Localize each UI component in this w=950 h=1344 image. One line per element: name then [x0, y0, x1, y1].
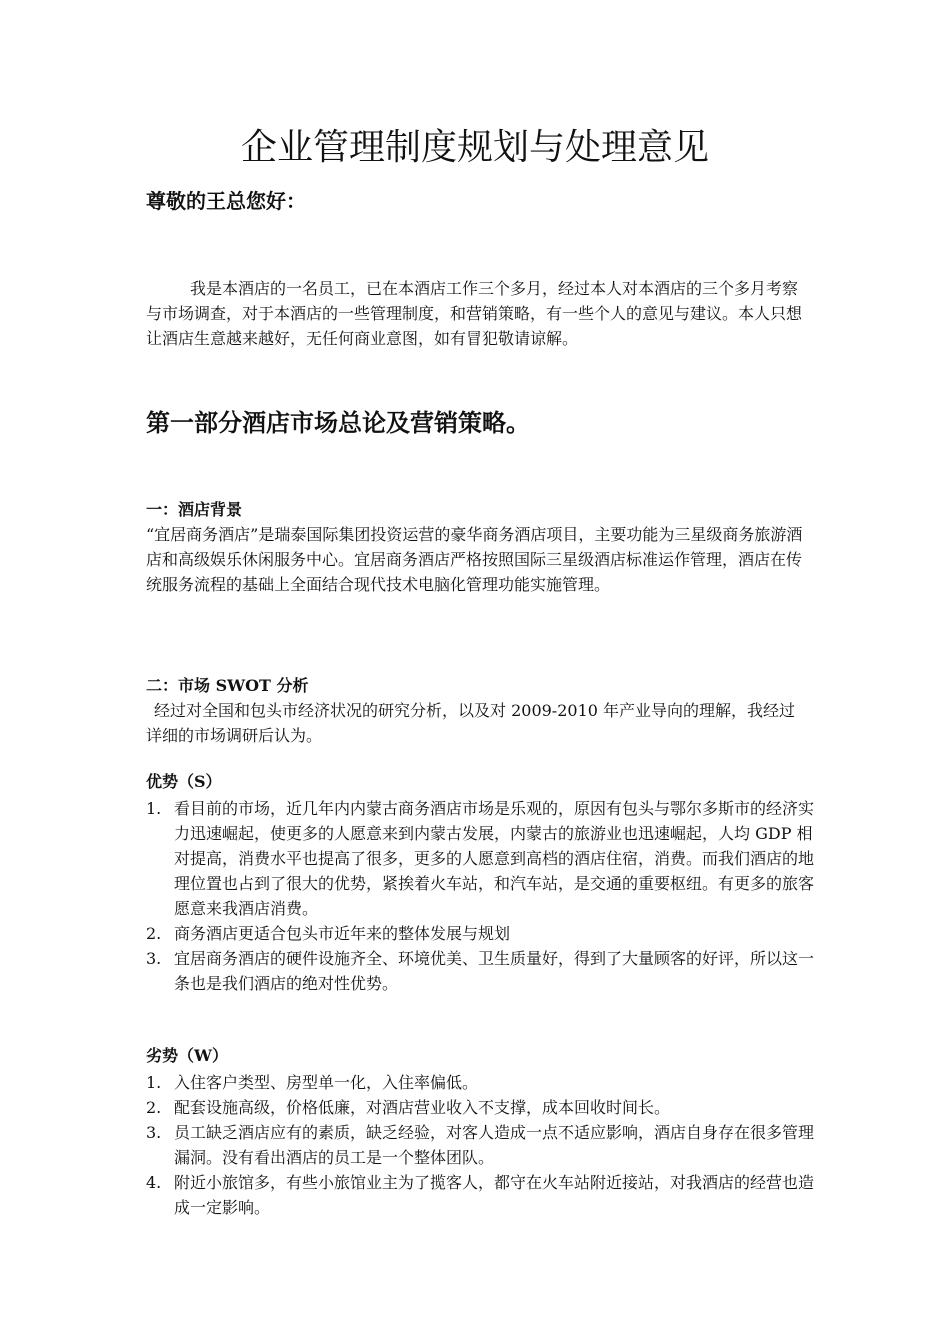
intro-paragraph: 我是本酒店的一名员工，已在本酒店工作三个多月，经过本人对本酒店的三个多月考察与市场调查，对于本酒店的一些管理制度，和营销策略，有一些个人的意见与建议。本人只想让酒店生意越来越好，无任何商业意图，如有冒犯敬请谅解。 [146, 279, 803, 348]
section1-heading: 一：酒店背景 [146, 500, 243, 519]
list-item [146, 921, 818, 946]
list-text: 员工缺乏酒店应有的素质，缺乏经验，对客人造成一点不适应影响，酒店自身存在很多管理漏洞。没有看出酒店的员工是一个整体团队。 [174, 1123, 815, 1167]
document-title: 企业管理制度规划与处理意见 [240, 127, 709, 168]
list-text: 看目前的市场，近几年内内蒙古商务酒店市场是乐观的，原因有包头与鄂尔多斯市的经济实力迅速崛起，使更多的人愿意来到内蒙古发展，内蒙古的旅游业也迅速崛起，人均 GDP 相对提高，消费水平也提高了很多，更多的人愿意到高档的酒店住宿，消费。而我们酒店的地理位置也占到了很大的优势，紧挨着火车站，和汽车站，是交通的重要枢纽。有更多的旅客愿意来我酒店消费。 [174, 799, 815, 918]
list-number: 1. [146, 799, 162, 818]
list-text: 入住客户类型、房型单一化，入住率偏低。 [174, 1073, 479, 1092]
list-number: 3. [146, 1123, 162, 1142]
list-text: 宜居商务酒店的硬件设施齐全、环境优美、卫生质量好，得到了大量顾客的好评，所以这一条也是我们酒店的绝对性优势。 [174, 949, 815, 993]
strengths-heading: 优势（S） [146, 772, 222, 791]
part1-heading: 第一部分酒店市场总论及营销策略。 [146, 408, 530, 437]
list-text: 附近小旅馆多，有些小旅馆业主为了揽客人，都守在火车站附近接站，对我酒店的经营也造成一定影响。 [174, 1173, 815, 1217]
list-number: 1. [146, 1073, 162, 1092]
list-text: 商务酒店更适合包头市近年来的整体发展与规划 [174, 924, 511, 943]
list-number: 2. [146, 1098, 162, 1117]
list-number: 3. [146, 949, 162, 968]
greeting: 尊敬的王总您好： [146, 189, 306, 213]
weaknesses-list [146, 1070, 818, 1220]
list-item [146, 1070, 818, 1095]
strengths-list [146, 796, 818, 996]
section2-body: 经过对全国和包头市经济状况的研究分析，以及对 2009-2010 年产业导向的理解，我经过详细的市场调研后认为。 [146, 701, 796, 745]
list-item [146, 946, 818, 996]
list-item [146, 1120, 818, 1170]
list-item [146, 1095, 818, 1120]
weaknesses-heading: 劣势（W） [146, 1046, 228, 1065]
list-number: 2. [146, 924, 162, 943]
section1-body: “宜居商务酒店”是瑞泰国际集团投资运营的豪华商务酒店项目，主要功能为三星级商务旅游酒店和高级娱乐休闲服务中心。宜居商务酒店严格按照国际三星级酒店标准运作管理，酒店在传统服务流程的基础上全面结合现代技术电脑化管理功能实施管理。 [146, 525, 803, 594]
list-item [146, 796, 818, 921]
section2-heading: 二：市场 SWOT 分析 [146, 676, 309, 695]
list-number: 4. [146, 1173, 162, 1192]
list-text: 配套设施高级，价格低廉，对酒店营业收入不支撑，成本回收时间长。 [174, 1098, 671, 1117]
list-item [146, 1170, 818, 1220]
